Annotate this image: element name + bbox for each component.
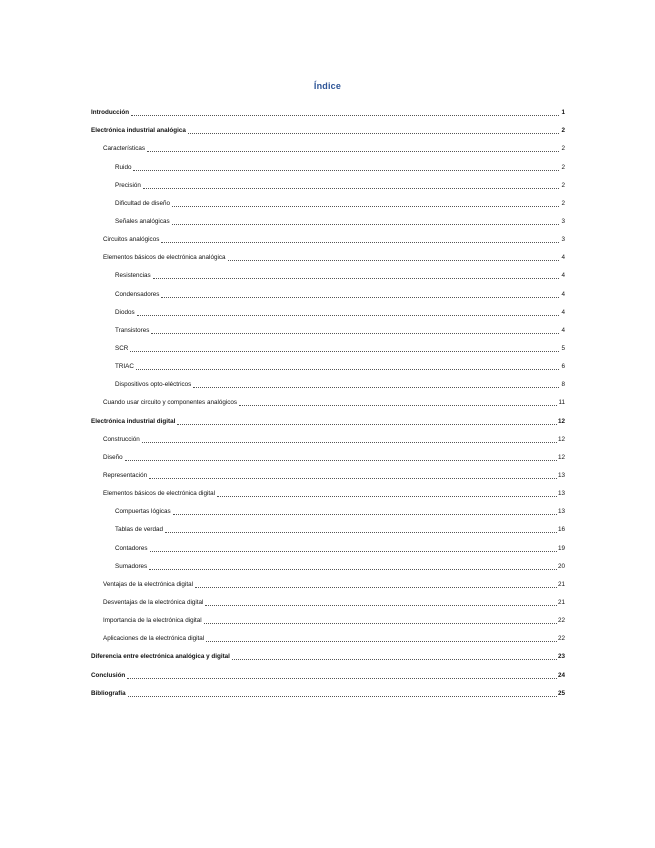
toc-entry-text: Dificultad de diseño — [115, 199, 170, 207]
toc-entry-text: Ruido — [115, 163, 132, 171]
toc-entry-text: Contadores — [115, 544, 148, 552]
toc-entry-text: Elementos básicos de electrónica digital — [103, 490, 216, 498]
toc-entry-page: 6 — [561, 363, 565, 371]
toc-entry[interactable] — [91, 117, 565, 135]
toc-entry-page: 4 — [561, 326, 565, 334]
toc-entry[interactable] — [91, 208, 565, 226]
toc-entry-page: 3 — [561, 236, 565, 244]
toc-entry-page: 12 — [557, 417, 565, 425]
toc-leader-dots — [232, 653, 557, 660]
toc-entry[interactable] — [91, 226, 565, 244]
toc-entry[interactable] — [91, 571, 565, 589]
toc-leader-dots — [147, 145, 559, 152]
toc-leader-dots — [142, 436, 557, 443]
toc-leader-dots — [150, 545, 557, 552]
toc-leader-dots — [173, 508, 557, 515]
toc-entry[interactable] — [91, 190, 565, 208]
toc-entry-page: 19 — [557, 544, 565, 552]
toc-entry-text: Elementos básicos de electrónica analógica — [103, 254, 226, 262]
toc-entry-text: Electrónica industrial analógica — [91, 127, 186, 135]
toc-entry-text: Transistores — [115, 326, 150, 334]
toc-leader-dots — [133, 164, 559, 171]
toc-title: Índice — [313, 81, 342, 91]
toc-leader-dots — [217, 490, 557, 497]
toc-entry-page: 16 — [557, 526, 565, 534]
toc-entry-text: Representación — [103, 471, 148, 479]
toc-entry[interactable] — [91, 480, 565, 498]
toc-leader-dots — [130, 345, 559, 352]
toc-entry-text: Compuertas lógicas — [115, 508, 171, 516]
toc-entry[interactable] — [91, 371, 565, 389]
toc-leader-dots — [188, 127, 559, 134]
toc-leader-dots — [136, 363, 559, 370]
toc-entry-page: 1 — [561, 109, 565, 117]
toc-entry[interactable] — [91, 353, 565, 371]
toc-entry-page: 20 — [557, 562, 565, 570]
table-of-contents — [91, 99, 565, 698]
toc-leader-dots — [165, 526, 557, 533]
toc-entry[interactable] — [91, 498, 565, 516]
toc-entry-text: Diseño — [103, 453, 123, 461]
toc-entry-text: Señales analógicas — [115, 217, 170, 225]
toc-entry[interactable] — [91, 643, 565, 661]
toc-entry[interactable] — [91, 407, 565, 425]
toc-entry-page: 2 — [561, 181, 565, 189]
toc-entry-text: Cuando usar circuito y componentes analógicos — [103, 399, 238, 407]
toc-entry-page: 5 — [561, 344, 565, 352]
toc-entry-text: Construcción — [103, 435, 140, 443]
toc-leader-dots — [161, 291, 559, 298]
toc-entry-page: 4 — [561, 290, 565, 298]
toc-leader-dots — [125, 454, 557, 461]
toc-entry-page: 12 — [557, 435, 565, 443]
toc-entry[interactable] — [91, 607, 565, 625]
toc-leader-dots — [137, 309, 559, 316]
toc-entry[interactable] — [91, 462, 565, 480]
toc-leader-dots — [204, 617, 557, 624]
toc-entry[interactable] — [91, 262, 565, 280]
toc-entry[interactable] — [91, 589, 565, 607]
toc-entry-text: Importancia de la electrónica digital — [103, 617, 202, 625]
toc-entry[interactable] — [91, 680, 565, 698]
toc-entry-page: 12 — [557, 453, 565, 461]
toc-entry-text: Desventajas de la electrónica digital — [103, 598, 204, 606]
toc-entry[interactable] — [91, 299, 565, 317]
toc-entry[interactable] — [91, 534, 565, 552]
toc-entry[interactable] — [91, 444, 565, 462]
toc-entry-text: Características — [103, 145, 145, 153]
toc-entry-page: 13 — [557, 471, 565, 479]
toc-entry-page: 4 — [561, 308, 565, 316]
toc-entry-text: TRIAC — [115, 363, 134, 371]
toc-leader-dots — [205, 599, 557, 606]
toc-entry-page: 23 — [557, 653, 565, 661]
toc-entry[interactable] — [91, 135, 565, 153]
toc-entry[interactable] — [91, 280, 565, 298]
toc-entry-page: 21 — [557, 580, 565, 588]
toc-entry-page: 2 — [561, 163, 565, 171]
toc-leader-dots — [153, 272, 559, 279]
toc-entry-text: Conclusión — [91, 671, 126, 679]
toc-leader-dots — [131, 109, 559, 116]
toc-entry-text: Sumadores — [115, 562, 148, 570]
toc-entry[interactable] — [91, 553, 565, 571]
toc-entry-page: 3 — [561, 217, 565, 225]
toc-entry-text: Bibliografía — [91, 689, 126, 697]
toc-leader-dots — [149, 472, 557, 479]
toc-entry[interactable] — [91, 426, 565, 444]
toc-entry[interactable] — [91, 389, 565, 407]
toc-entry-page: 13 — [557, 490, 565, 498]
toc-entry-page: 2 — [561, 199, 565, 207]
toc-entry-page: 22 — [557, 617, 565, 625]
toc-entry[interactable] — [91, 153, 565, 171]
toc-entry-page: 8 — [561, 381, 565, 389]
toc-leader-dots — [239, 399, 557, 406]
toc-leader-dots — [161, 236, 559, 243]
toc-entry[interactable] — [91, 99, 565, 117]
toc-leader-dots — [143, 182, 559, 189]
toc-leader-dots — [128, 690, 557, 697]
toc-leader-dots — [228, 254, 559, 261]
toc-entry-text: Ventajas de la electrónica digital — [103, 580, 193, 588]
toc-entry[interactable] — [91, 317, 565, 335]
toc-entry[interactable] — [91, 516, 565, 534]
toc-leader-dots — [206, 635, 557, 642]
toc-entry[interactable] — [91, 172, 565, 190]
toc-leader-dots — [195, 581, 557, 588]
toc-entry-page: 2 — [561, 145, 565, 153]
toc-entry[interactable] — [91, 244, 565, 262]
toc-entry-page: 22 — [557, 635, 565, 643]
toc-leader-dots — [172, 218, 559, 225]
toc-entry-text: Aplicaciones de la electrónica digital — [103, 635, 205, 643]
toc-entry-page: 21 — [557, 598, 565, 606]
toc-entry-text: SCR — [115, 344, 129, 352]
toc-entry-text: Diferencia entre electrónica analógica y digital — [91, 653, 230, 661]
toc-leader-dots — [151, 327, 559, 334]
toc-entry-page: 11 — [558, 399, 565, 407]
toc-entry[interactable] — [91, 661, 565, 679]
toc-entry-text: Precisión — [115, 181, 141, 189]
toc-entry-page: 4 — [561, 272, 565, 280]
toc-leader-dots — [127, 672, 557, 679]
toc-entry-page: 25 — [557, 689, 565, 697]
toc-leader-dots — [172, 200, 559, 207]
toc-entry-text: Introducción — [91, 109, 130, 117]
toc-entry-page: 24 — [557, 671, 565, 679]
toc-entry-page: 2 — [561, 127, 565, 135]
toc-leader-dots — [149, 563, 557, 570]
toc-entry-text: Condensadores — [115, 290, 160, 298]
toc-entry-text: Circuitos analógicos — [103, 236, 160, 244]
toc-entry[interactable] — [91, 625, 565, 643]
toc-entry-text: Dispositivos opto-eléctricos — [115, 381, 192, 389]
toc-leader-dots — [193, 381, 559, 388]
toc-entry-page: 4 — [561, 254, 565, 262]
toc-entry-text: Diodos — [115, 308, 135, 316]
toc-entry-text: Tablas de verdad — [115, 526, 163, 534]
toc-entry-text: Electrónica industrial digital — [91, 417, 176, 425]
toc-leader-dots — [177, 418, 557, 425]
toc-entry[interactable] — [91, 335, 565, 353]
toc-entry-text: Resistencias — [115, 272, 151, 280]
toc-entry-page: 13 — [557, 508, 565, 516]
